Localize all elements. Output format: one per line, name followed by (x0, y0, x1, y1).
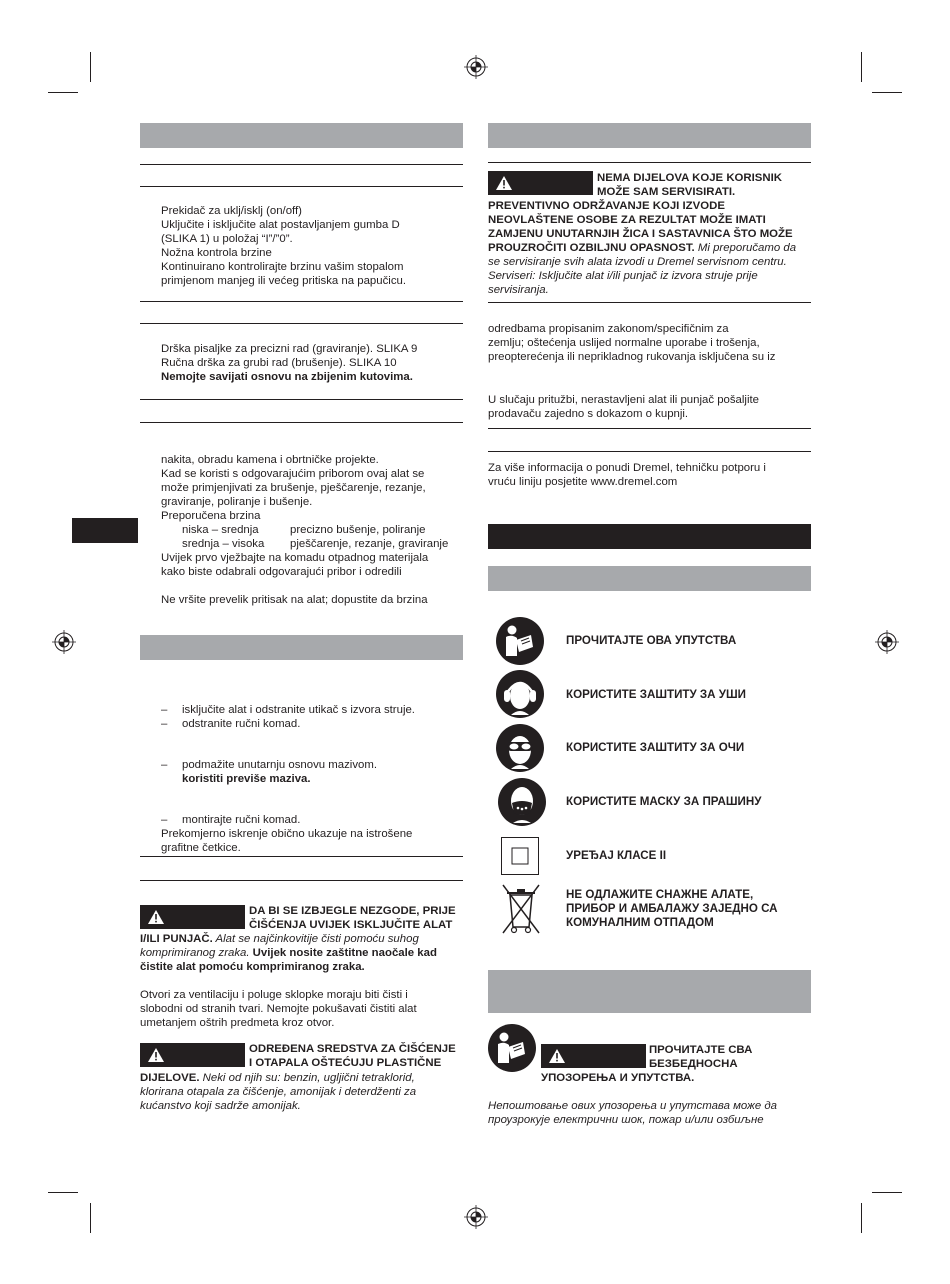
divider (140, 164, 463, 165)
divider (488, 162, 811, 163)
divider (488, 451, 811, 452)
section-header-bar (140, 635, 463, 660)
read-manual-icon (495, 616, 545, 666)
language-tab (72, 518, 138, 543)
eye-protection-icon (495, 723, 545, 773)
symbol-label: УРЕЂАЈ КЛАСЕ II (566, 849, 667, 862)
divider (140, 186, 463, 187)
dust-mask-icon (497, 777, 547, 827)
warning-label (541, 1044, 646, 1068)
crosshair-icon (875, 630, 899, 654)
section-header-bar (488, 970, 811, 1013)
divider (140, 301, 463, 302)
section-header-bar (140, 123, 463, 148)
divider (488, 302, 811, 303)
warning-label (140, 1043, 245, 1067)
divider (140, 399, 463, 400)
warning-triangle-icon (496, 176, 512, 190)
warning-label (140, 905, 245, 929)
warning-label (488, 171, 593, 195)
speed-use: precizno bušenje, poliranje (290, 524, 426, 536)
divider (140, 856, 463, 857)
crosshair-icon (52, 630, 76, 654)
divider (140, 422, 463, 423)
language-header-bar (488, 524, 811, 549)
divider (488, 428, 811, 429)
divider (140, 323, 463, 324)
divider (140, 880, 463, 881)
crossed-bin-icon (499, 881, 543, 937)
speed-range: niska – srednja (182, 524, 259, 536)
symbol-label: КОРИСТИТЕ МАСКУ ЗА ПРАШИНУ (566, 795, 762, 808)
crosshair-icon (464, 55, 488, 79)
crosshair-icon (464, 1205, 488, 1229)
section-header-bar (488, 566, 811, 591)
ear-protection-icon (495, 669, 545, 719)
warning-triangle-icon (148, 910, 164, 924)
speed-use: pješčarenje, rezanje, graviranje (290, 538, 449, 550)
symbol-label: ПРОЧИТАЈТЕ ОВА УПУТСТВА (566, 634, 737, 647)
symbol-label: КОРИСТИТЕ ЗАШТИТУ ЗА ОЧИ (566, 741, 745, 754)
class-ii-icon (501, 837, 539, 875)
warning-triangle-icon (549, 1049, 565, 1063)
section-header-bar (488, 123, 811, 148)
read-manual-icon (487, 1023, 537, 1073)
speed-range: srednja – visoka (182, 538, 265, 550)
warning-triangle-icon (148, 1048, 164, 1062)
symbol-label: КОРИСТИТЕ ЗАШТИТУ ЗА УШИ (566, 688, 746, 701)
